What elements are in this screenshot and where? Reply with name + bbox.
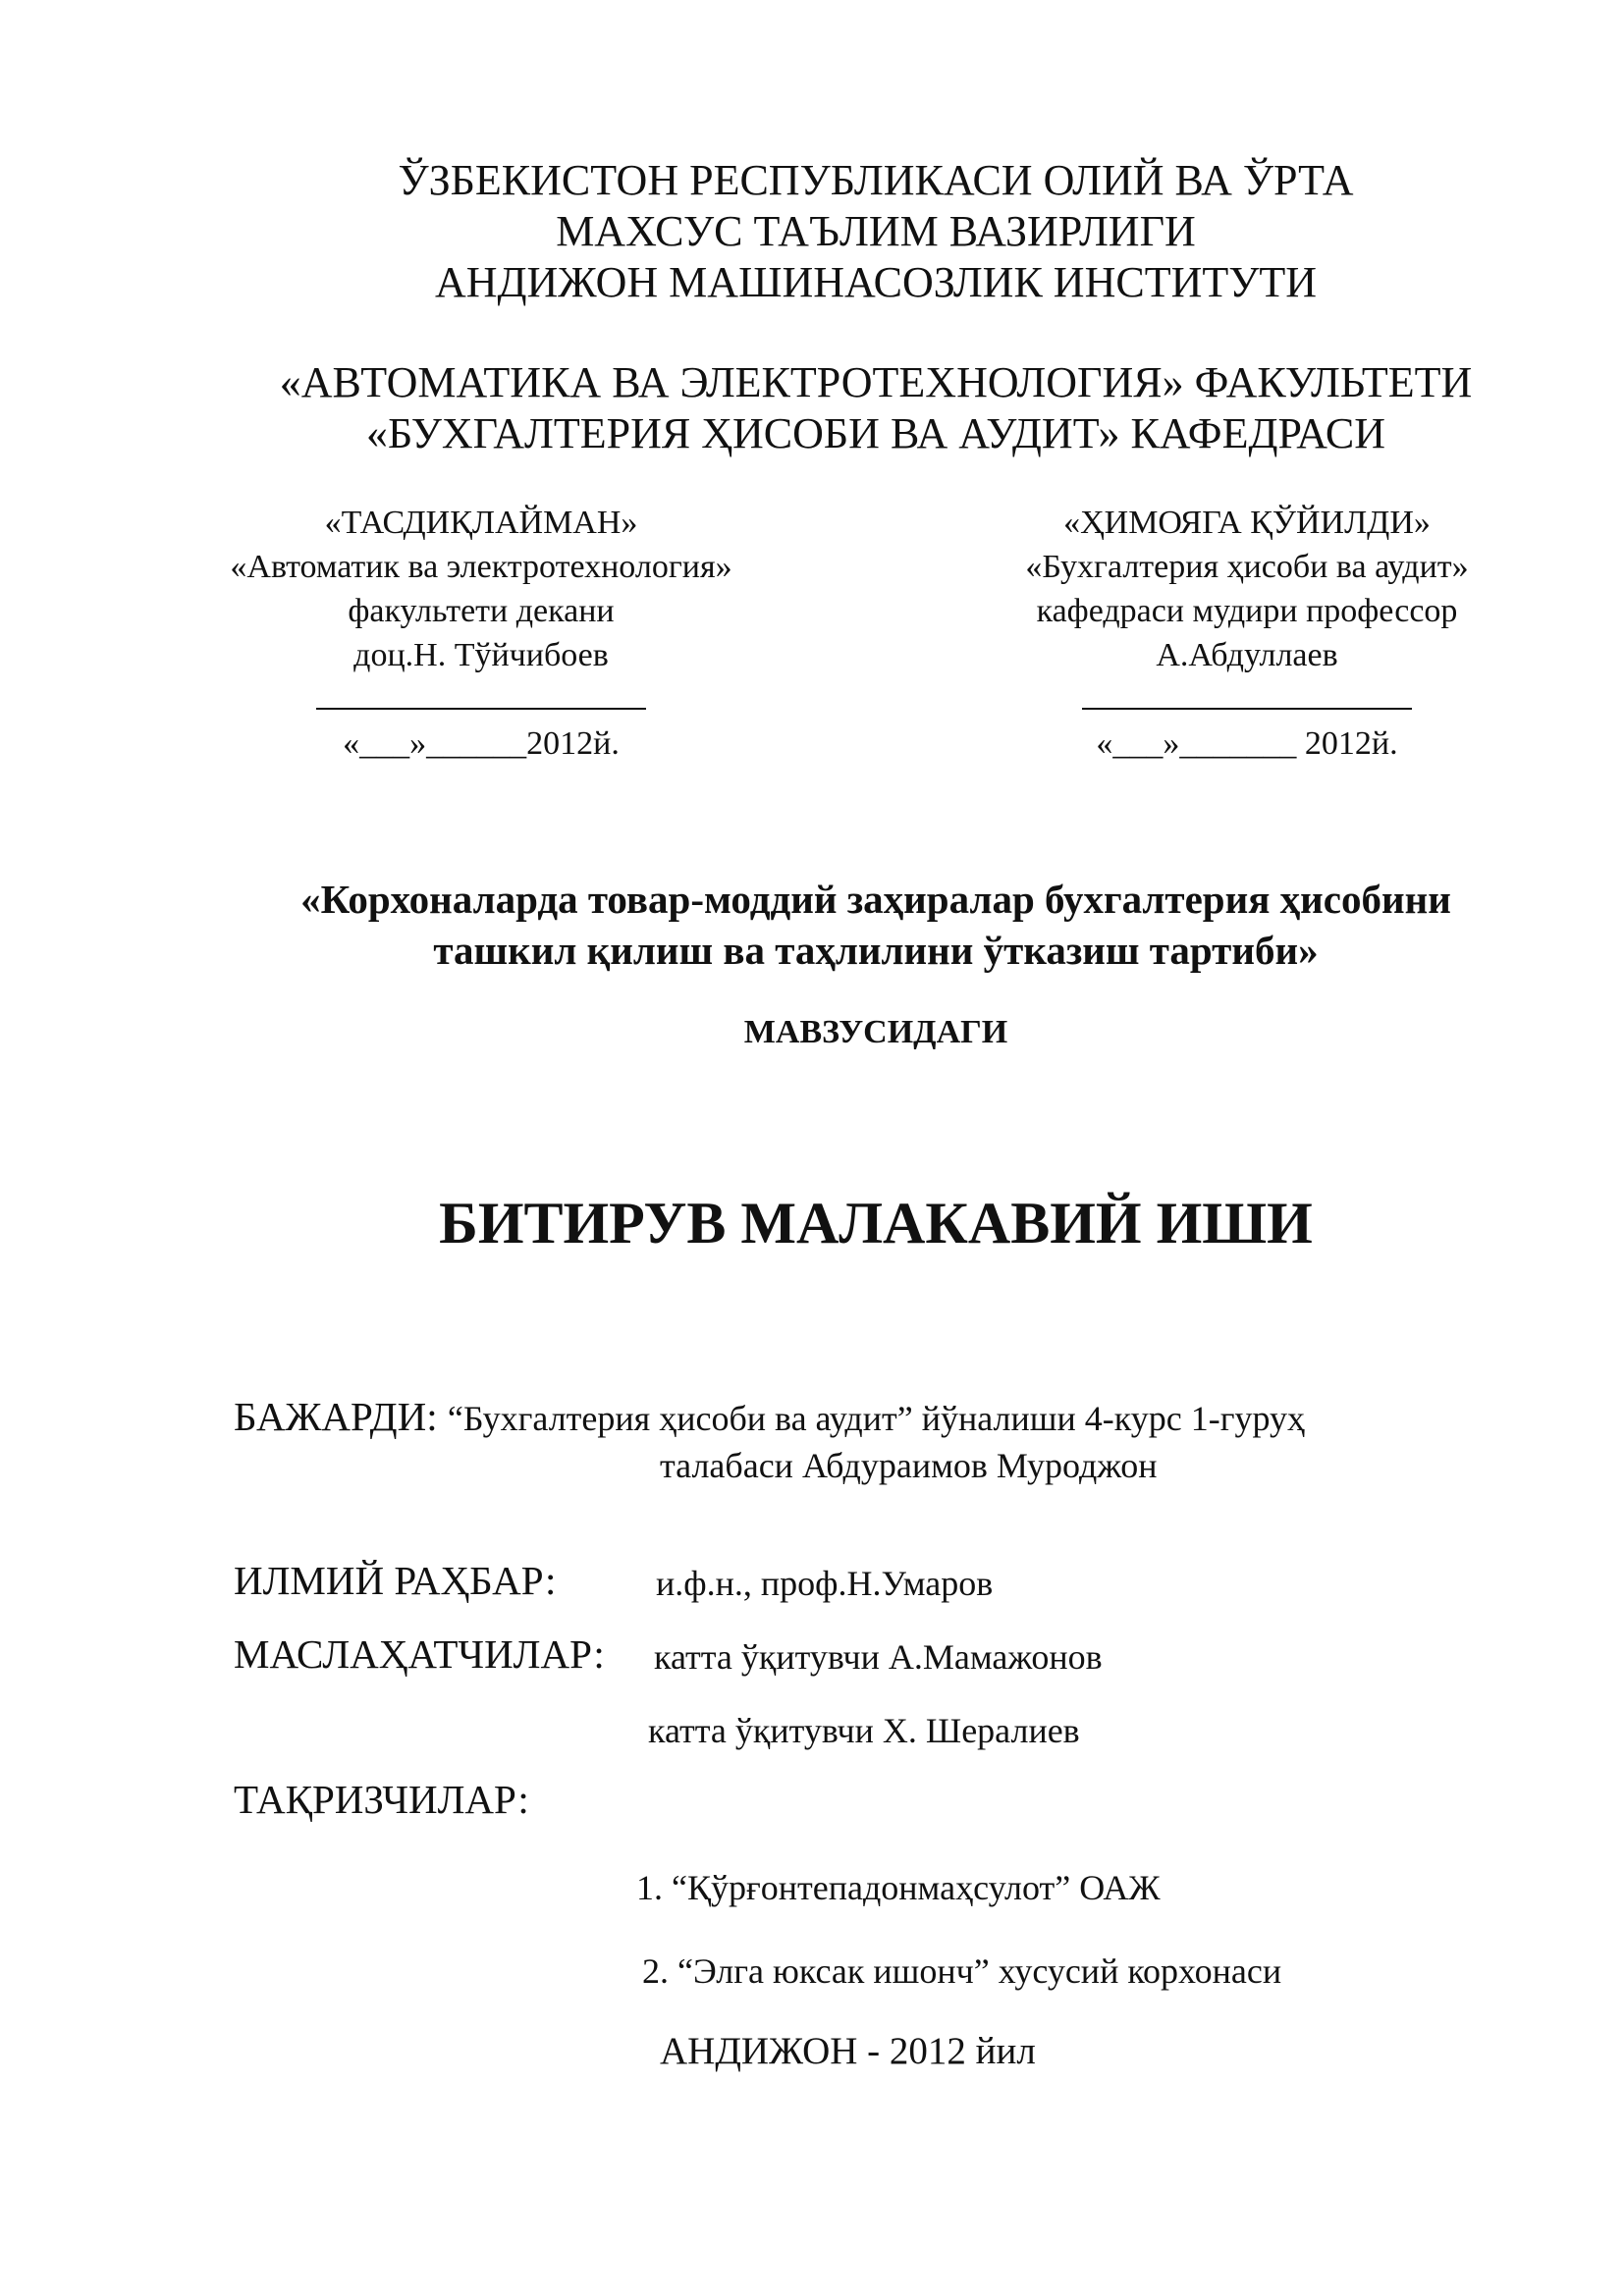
author-block	[234, 1392, 1305, 1443]
defense-line-2: кафедраси мудири профессор	[1036, 593, 1458, 629]
topic-line-1: «Корхоналарда товар-моддий заҳиралар бухгалтерия ҳисобини	[300, 877, 1451, 922]
faculty-name: «АВТОМАТИКА ВА ЭЛЕКТРОТЕХНОЛОГИЯ» ФАКУЛЬТЕТИ	[279, 358, 1473, 406]
author-label: БАЖАРДИ:	[234, 1394, 438, 1439]
defense-block	[903, 501, 1591, 766]
approval-date: «___»______2012й.	[343, 725, 620, 762]
approval-title: «ТАСДИҚЛАЙМАН»	[324, 505, 638, 541]
ministry-line-1: ЎЗБЕКИСТОН РЕСПУБЛИКАСИ ОЛИЙ ВА ЎРТА	[398, 156, 1354, 204]
topic-subtitle: МАВЗУСИДАГИ	[743, 1014, 1008, 1050]
work-title: БИТИРУВ МАЛАКАВИЙ ИШИ	[439, 1191, 1313, 1255]
place-year: АНДИЖОН - 2012 йил	[660, 2030, 1036, 2072]
defense-line-3: А.Абдуллаев	[1156, 637, 1338, 673]
approval-line-3: доц.Н. Тўйчибоев	[353, 637, 609, 673]
defense-line-1: «Бухгалтерия ҳисоби ва аудит»	[1025, 549, 1469, 585]
defense-title: «ҲИМОЯГА ҚЎЙИЛДИ»	[1063, 505, 1431, 541]
approval-line-1: «Автоматик ва электротехнология»	[230, 549, 732, 585]
approval-signature-line	[316, 708, 646, 710]
supervisor-name: и.ф.н., проф.Н.Умаров	[656, 1564, 994, 1603]
department-name: «БУХГАЛТЕРИЯ ҲИСОБИ ВА АУДИТ» КАФЕДРАСИ	[365, 409, 1386, 457]
reviewer-item: 2. “Элга юксак ишонч” хусусий корхонаси	[642, 1951, 1282, 1991]
consultant-item: катта ўқитувчи Х. Шералиев	[648, 1711, 1080, 1750]
topic-line-2: ташкил қилиш ва таҳлилини ўтказиш тартиби»	[433, 928, 1319, 973]
institute-name: АНДИЖОН МАШИНАСОЗЛИК ИНСТИТУТИ	[434, 258, 1318, 306]
supervisor-label: ИЛМИЙ РАҲБАР:	[234, 1558, 557, 1603]
approval-block	[137, 501, 825, 766]
consultants-label: МАСЛАҲАТЧИЛАР:	[234, 1631, 605, 1677]
reviewers-label: ТАҚРИЗЧИЛАР:	[234, 1777, 529, 1822]
defense-signature-line	[1082, 708, 1412, 710]
defense-date: «___»_______ 2012й.	[1096, 725, 1398, 762]
consultant-item: катта ўқитувчи А.Мамажонов	[654, 1637, 1103, 1677]
author-line-1: “Бухгалтерия ҳисоби ва аудит” йўналиши 4-курс 1-гуруҳ	[447, 1399, 1305, 1438]
ministry-line-2: МАХСУС ТАЪЛИМ ВАЗИРЛИГИ	[556, 207, 1196, 255]
reviewer-item: 1. “Қўрғонтепадонмаҳсулот” ОАЖ	[636, 1868, 1161, 1907]
author-line-2: талабаси Абдураимов Муроджон	[660, 1446, 1158, 1485]
approval-line-2: факультети декани	[348, 593, 615, 629]
